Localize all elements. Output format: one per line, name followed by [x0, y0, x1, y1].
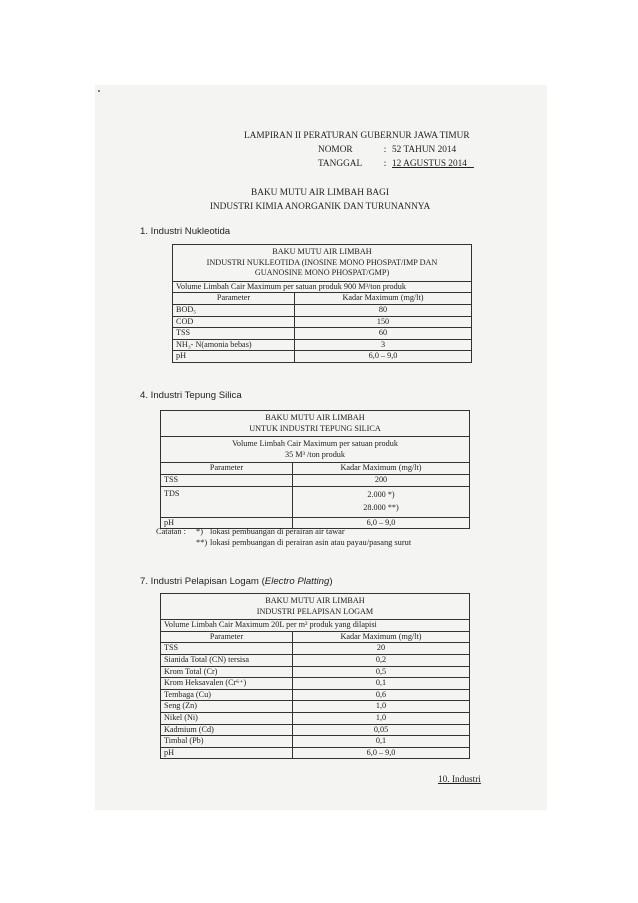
note-text: lokasi pembuangan di perairan air tawar: [210, 527, 345, 536]
section-4-heading: 4. Industri Tepung Silica: [140, 390, 242, 401]
caption-line: INDUSTRI NUKLEOTIDA (INOSINE MONO PHOSPAT/IMP DAN: [206, 257, 438, 267]
tanggal-colon: :: [383, 159, 387, 169]
heading-italic: Electro Platting: [264, 576, 330, 587]
note-marker: *): [196, 527, 203, 536]
param-cell: Krom Total (Cr): [161, 666, 293, 678]
document-title: [160, 186, 480, 214]
column-header-parameter: Parameter: [161, 463, 293, 475]
continuation-label: 10. Industri: [438, 775, 481, 785]
value-cell: 200: [293, 474, 470, 486]
param-cell: Timbal (Pb): [161, 736, 293, 748]
param-cell: TSS: [173, 328, 295, 340]
value-line: 2.000 *): [367, 489, 395, 499]
caption-line: BAKU MUTU AIR LIMBAH: [265, 596, 365, 605]
param-cell: NH₃- N(amonia bebas): [173, 339, 295, 351]
scan-speck: [98, 90, 100, 92]
value-cell: 6,0 – 9,0: [295, 351, 472, 363]
note-row: [156, 537, 510, 548]
param-cell: pH: [161, 517, 293, 529]
caption-line: BAKU MUTU AIR LIMBAH: [265, 413, 365, 422]
caption-line: INDUSTRI PELAPISAN LOGAM: [256, 606, 374, 616]
table-pelapisan-logam: [160, 593, 470, 759]
header-nomor-row: [244, 143, 474, 157]
volume-row: Volume Limbah Cair Maximum 20L per m² produk yang dilapisi: [161, 620, 470, 632]
nomor-label: NOMOR: [318, 145, 353, 155]
value-cell: [293, 486, 470, 517]
note-row: [156, 526, 510, 537]
param-cell: TSS: [161, 643, 293, 655]
param-cell: Tembaga (Cu): [161, 689, 293, 701]
value-cell: 60: [295, 328, 472, 340]
param-cell: pH: [161, 747, 293, 759]
notes: [156, 526, 510, 548]
param-cell: Krom Heksavalen (Cr⁶⁺): [161, 678, 293, 690]
header-lampiran: LAMPIRAN II PERATURAN GUBERNUR JAWA TIMUR: [244, 131, 470, 141]
volume-row: Volume Limbah Cair Maximum per satuan produk 900 M³/ton produk: [173, 281, 472, 293]
tanggal-label: TANGGAL: [318, 159, 363, 169]
value-cell: 3: [295, 339, 472, 351]
value-cell: 0,1: [293, 736, 470, 748]
param-cell: TDS: [161, 486, 293, 517]
heading-text: 7. Industri Pelapisan Logam (: [140, 576, 265, 587]
title-line-2: INDUSTRI KIMIA ANORGANIK DAN TURUNANNYA: [209, 202, 431, 212]
value-cell: 0,6: [293, 689, 470, 701]
param-cell: TSS: [161, 474, 293, 486]
nomor-value: 52 TAHUN 2014: [392, 145, 457, 155]
value-cell: 80: [295, 304, 472, 316]
param-cell: BOD₅: [173, 304, 295, 316]
column-header-kadar: Kadar Maximum (mg/lt): [293, 463, 470, 475]
heading-text: ): [329, 576, 333, 587]
column-header-parameter: Parameter: [161, 631, 293, 643]
value-cell: 6,0 – 9,0: [293, 747, 470, 759]
value-cell: 6,0 – 9,0: [293, 517, 470, 529]
value-cell: 1,0: [293, 712, 470, 724]
param-cell: Sianida Total (CN) tersisa: [161, 654, 293, 666]
section-1-heading: 1. Industri Nukleotida: [140, 226, 231, 237]
table-tepung-silica: [160, 410, 470, 529]
column-header-kadar: Kadar Maximum (mg/lt): [293, 631, 470, 643]
title-line-1: BAKU MUTU AIR LIMBAH BAGI: [251, 188, 389, 198]
note-label: Catatan :: [156, 527, 186, 536]
value-cell: 0,2: [293, 654, 470, 666]
value-cell: 150: [295, 316, 472, 328]
table-caption: [173, 245, 472, 282]
param-cell: pH: [173, 351, 295, 363]
param-cell: Kadmium (Cd): [161, 724, 293, 736]
note-text: lokasi pembuangan di perairan asin atau payau/pasang surut: [210, 538, 412, 547]
caption-line: GUANOSINE MONO PHOSPAT/GMP): [254, 268, 390, 278]
volume-line: Volume Limbah Cair Maximum per satuan produk: [232, 439, 398, 449]
value-line: 28.000 **): [363, 503, 399, 513]
nomor-colon: :: [383, 145, 387, 155]
volume-line: 35 M³ /ton produk: [285, 449, 345, 459]
table-caption: [161, 594, 470, 620]
tanggal-value: 12 AGUSTUS 2014: [392, 159, 467, 169]
param-cell: Seng (Zn): [161, 701, 293, 713]
value-cell: 0,05: [293, 724, 470, 736]
value-cell: 0,1: [293, 678, 470, 690]
caption-line: BAKU MUTU AIR LIMBAH: [272, 247, 372, 256]
value-cell: 0,5: [293, 666, 470, 678]
section-7-heading: [140, 576, 333, 587]
value-cell: 20: [293, 643, 470, 655]
column-header-parameter: Parameter: [173, 293, 295, 305]
value-cell: 1,0: [293, 701, 470, 713]
column-header-kadar: Kadar Maximum (mg/lt): [295, 293, 472, 305]
caption-line: UNTUK INDUSTRI TEPUNG SILICA: [249, 423, 381, 433]
table-caption: [161, 411, 470, 437]
volume-row: [161, 437, 470, 463]
note-marker: **): [196, 538, 208, 547]
document-header: [244, 129, 474, 171]
table-nukleotida: [172, 244, 472, 363]
param-cell: Nikel (Ni): [161, 712, 293, 724]
param-cell: COD: [173, 316, 295, 328]
header-tanggal-row: [244, 157, 474, 171]
